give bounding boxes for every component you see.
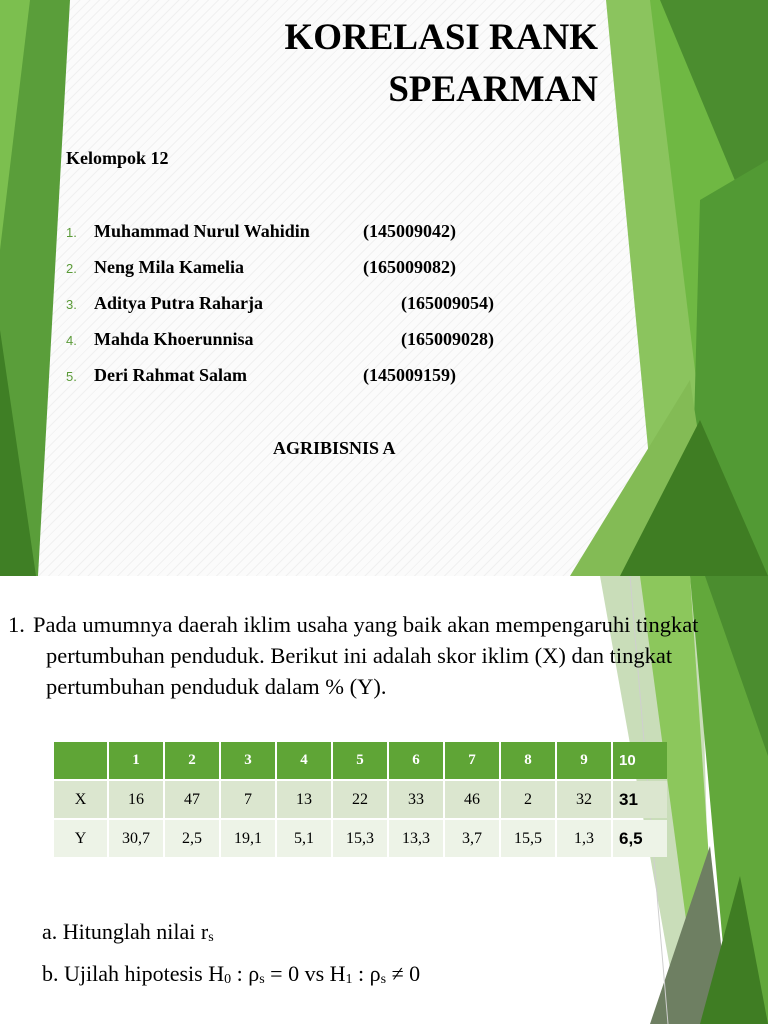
member-nim: (145009042) xyxy=(363,221,456,241)
table-cell: 4 xyxy=(277,742,331,779)
member-nim: (165009028) xyxy=(401,329,494,349)
member-number: 1. xyxy=(66,225,77,240)
member-name: Neng Mila Kamelia xyxy=(94,257,244,277)
table-cell: 46 xyxy=(445,781,499,818)
group-label: Kelompok 12 xyxy=(66,148,169,168)
table-cell: 7 xyxy=(445,742,499,779)
data-table xyxy=(52,740,669,859)
table-row-x xyxy=(54,781,667,818)
table-cell: 19,1 xyxy=(221,820,275,857)
problem-slide xyxy=(0,576,768,1024)
table-cell: 47 xyxy=(165,781,219,818)
problem-statement xyxy=(8,609,728,702)
member-number: 4. xyxy=(66,333,77,348)
table-cell: Y xyxy=(54,820,107,857)
table-cell: 13 xyxy=(277,781,331,818)
table-cell: 5 xyxy=(333,742,387,779)
member-nim: (145009159) xyxy=(363,365,456,385)
table-cell: X xyxy=(54,781,107,818)
table-cell: 7 xyxy=(221,781,275,818)
slide-title: KORELASI RANK SPEARMAN xyxy=(284,17,598,110)
table-cell xyxy=(54,742,107,779)
department-label: AGRIBISNIS A xyxy=(273,438,396,458)
member-name: Aditya Putra Raharja xyxy=(94,293,263,313)
table-cell: 15,5 xyxy=(501,820,555,857)
member-number: 2. xyxy=(66,261,77,276)
table-cell: 31 xyxy=(613,781,667,818)
table-cell: 8 xyxy=(501,742,555,779)
table-cell: 33 xyxy=(389,781,443,818)
table-cell: 3,7 xyxy=(445,820,499,857)
table-cell: 2,5 xyxy=(165,820,219,857)
problem-text: Pada umumnya daerah iklim usaha yang baik akan mempengaruhi tingkat pertumbuhan penduduk. Berikut ini adalah skor iklim (X) dan tingkat pertumbuhan penduduk dalam % (Y). xyxy=(33,612,699,699)
table-cell: 32 xyxy=(557,781,611,818)
table-cell: 1 xyxy=(109,742,163,779)
table-cell: 30,7 xyxy=(109,820,163,857)
table-cell: 1,3 xyxy=(557,820,611,857)
table-cell: 9 xyxy=(557,742,611,779)
member-number: 5. xyxy=(66,369,77,384)
table-cell: 16 xyxy=(109,781,163,818)
table-row-y xyxy=(54,820,667,857)
table-cell: 10 xyxy=(613,742,667,779)
member-name: Mahda Khoerunnisa xyxy=(94,329,254,349)
member-number: 3. xyxy=(66,297,77,312)
table-cell: 6 xyxy=(389,742,443,779)
table-cell: 5,1 xyxy=(277,820,331,857)
table-cell: 3 xyxy=(221,742,275,779)
table-cell: 2 xyxy=(165,742,219,779)
member-name: Muhammad Nurul Wahidin xyxy=(94,221,310,241)
problem-number: 1. xyxy=(8,612,25,637)
question-a: a. Hitunglah nilai rs xyxy=(42,919,214,945)
table-cell: 6,5 xyxy=(613,820,667,857)
member-nim: (165009054) xyxy=(401,293,494,313)
table-header-row xyxy=(54,742,667,779)
table-cell: 13,3 xyxy=(389,820,443,857)
member-name: Deri Rahmat Salam xyxy=(94,365,247,385)
member-nim: (165009082) xyxy=(363,257,456,277)
question-b: b. Ujilah hipotesis H0 : ρs = 0 vs H1 : ρs ≠ 0 xyxy=(42,961,421,987)
table-cell: 15,3 xyxy=(333,820,387,857)
table-cell: 22 xyxy=(333,781,387,818)
table-cell: 2 xyxy=(501,781,555,818)
